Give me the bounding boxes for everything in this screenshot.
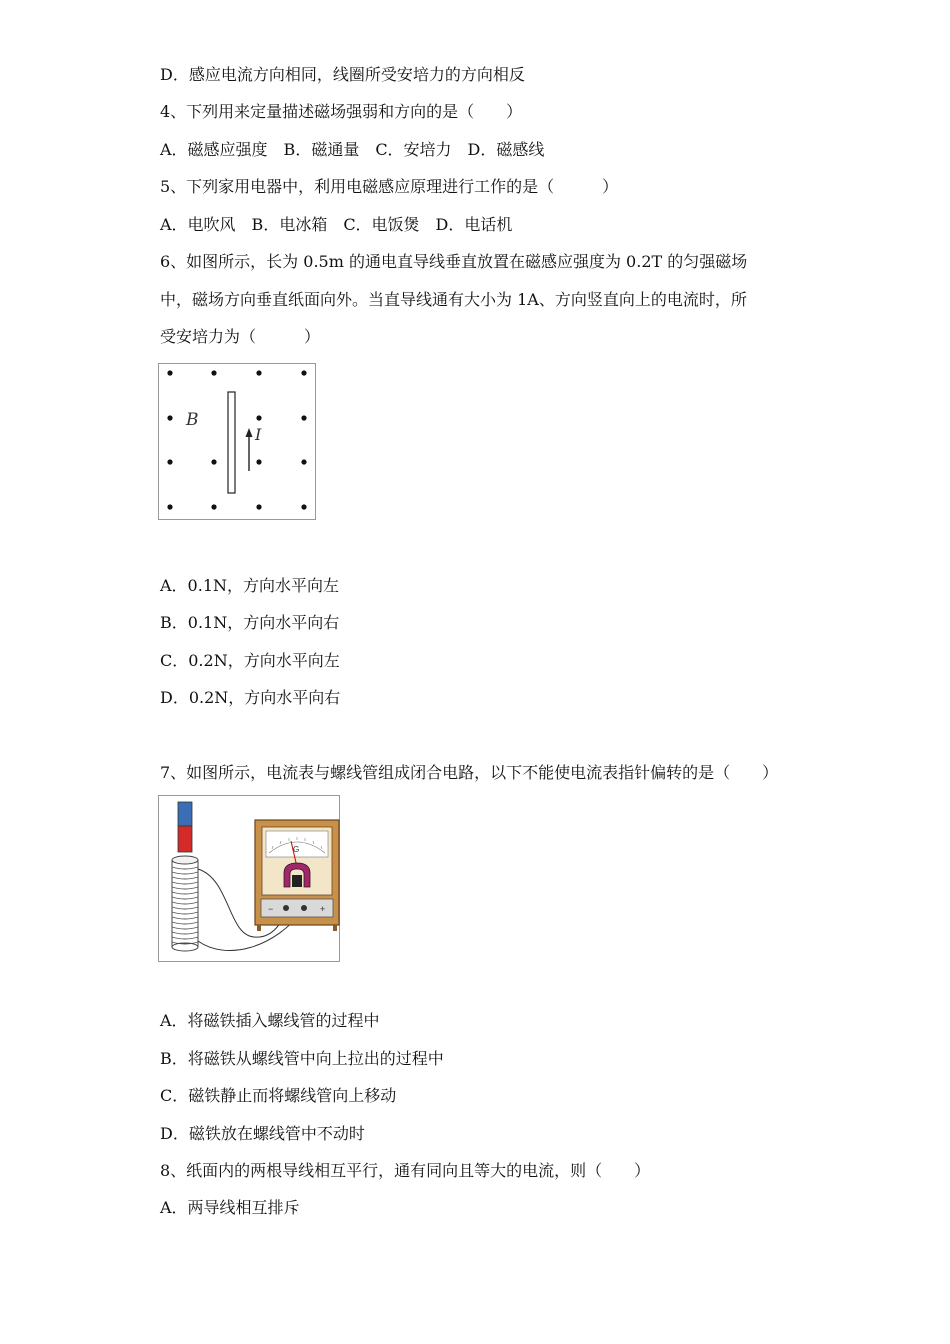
q7-option-c: C．磁铁静止而将螺线管向上移动	[160, 1086, 397, 1105]
q6-figure-magnetic-field	[158, 363, 316, 520]
q8-stem: 8、纸面内的两根导线相互平行，通有同向且等大的电流，则（ ）	[160, 1161, 651, 1180]
q6-stem-line-3: 受安培力为（ ）	[160, 327, 321, 346]
q6-option-a: A．0.1N，方向水平向左	[160, 576, 340, 595]
q6-stem-line-1: 6、如图所示，长为 0.5m 的通电直导线垂直放置在磁感应强度为 0.2T 的匀强磁场	[160, 252, 748, 271]
meter-coil	[292, 875, 302, 887]
galvanometer	[255, 820, 339, 931]
terminal-left	[283, 905, 289, 911]
q6-stem-line-2: 中，磁场方向垂直纸面向外。当直导线通有大小为 1A、方向竖直向上的电流时，所	[160, 290, 747, 309]
current-label-i: I	[255, 425, 262, 444]
magnet-north-pole	[178, 826, 192, 852]
field-label-b: B	[186, 410, 199, 430]
q7-stem: 7、如图所示，电流表与螺线管组成闭合电路，以下不能使电流表指针偏转的是（ ）	[160, 763, 779, 782]
meter-foot-left	[257, 925, 261, 931]
q7-option-b: B．将磁铁从螺线管中向上拉出的过程中	[160, 1049, 444, 1068]
q5-stem: 5、下列家用电器中，利用电磁感应原理进行工作的是（ ）	[160, 177, 619, 196]
q6-option-c: C．0.2N，方向水平向左	[160, 651, 340, 670]
q7-figure-solenoid-galvanometer	[158, 795, 340, 962]
q3-option-d: D．感应电流方向相同，线圈所受安培力的方向相反	[160, 65, 525, 84]
q6-option-b: B．0.1N，方向水平向右	[160, 613, 340, 632]
terminal-plus-label: +	[320, 904, 326, 914]
q6-option-d: D．0.2N，方向水平向右	[160, 688, 341, 707]
q7-option-a: A．将磁铁插入螺线管的过程中	[160, 1011, 380, 1030]
q8-option-a: A．两导线相互排斥	[160, 1198, 300, 1217]
terminal-minus-label: −	[268, 904, 274, 914]
q5-options: A．电吹风 B．电冰箱 C．电饭煲 D．电话机	[160, 215, 513, 234]
straight-wire	[228, 392, 235, 493]
q7-option-d: D．磁铁放在螺线管中不动时	[160, 1124, 365, 1143]
q4-options: A．磁感应强度 B．磁通量 C．安培力 D．磁感线	[160, 140, 545, 159]
terminal-right	[301, 905, 307, 911]
meter-foot-right	[333, 925, 337, 931]
figure-frame	[159, 364, 316, 520]
meter-label-g: G	[293, 845, 300, 854]
magnet-south-pole	[178, 802, 192, 826]
q4-stem: 4、下列用来定量描述磁场强弱和方向的是（ ）	[160, 102, 523, 121]
